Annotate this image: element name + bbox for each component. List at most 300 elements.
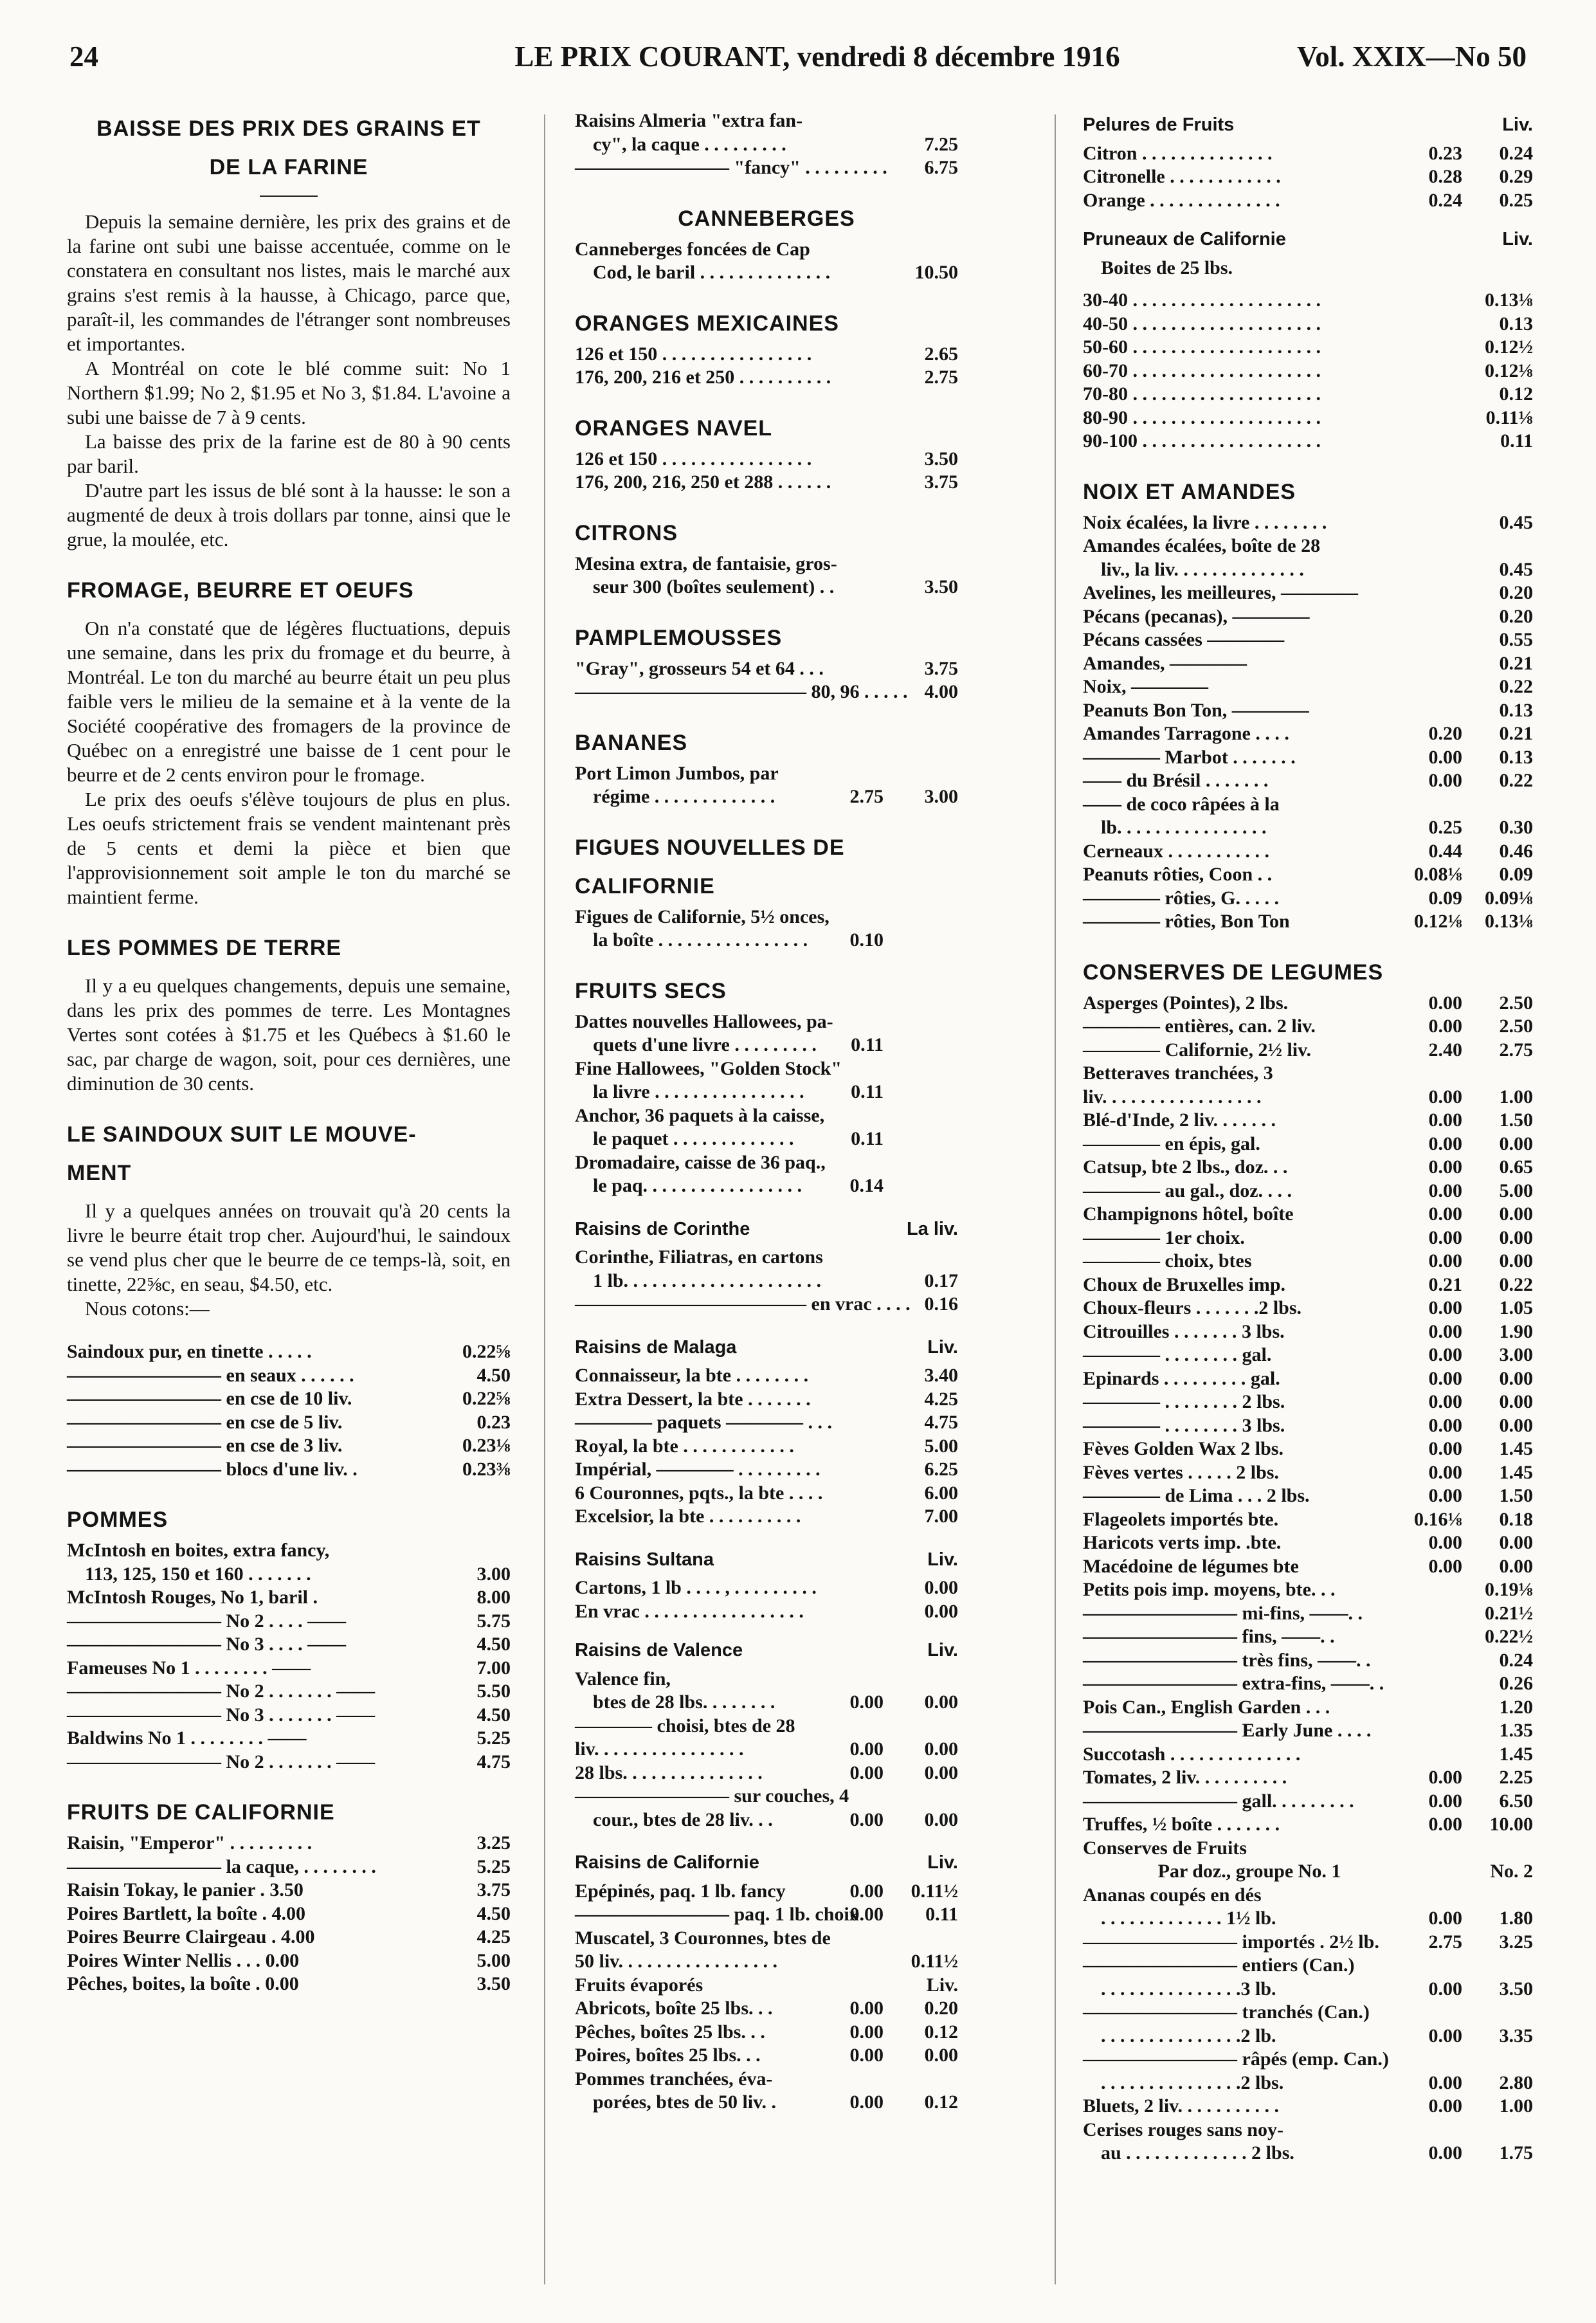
price-row: [575, 1482, 958, 1506]
price-row: [67, 1727, 511, 1751]
price-value-2: 0.12: [924, 2091, 958, 2113]
section-list: [575, 109, 958, 180]
price-value: 0.00: [1428, 1203, 1462, 1225]
price-row: [575, 1411, 958, 1435]
price-value: 0.00: [1428, 2095, 1462, 2117]
price-value: 0.00: [1428, 1297, 1462, 1318]
item-label: ———— en épis, gal.: [1083, 1133, 1260, 1154]
price-value-2: 0.09: [1499, 864, 1533, 885]
price-row: [1083, 1531, 1533, 1555]
price-row: [575, 1364, 958, 1388]
unit-label: Liv.: [1502, 229, 1533, 250]
price-value: 0.00: [1428, 1320, 1462, 1342]
item-label: Bluets, 2 liv. . . . . . . . . . .: [1083, 2095, 1280, 2117]
price-row: [575, 261, 958, 285]
item-label: ———————— "fancy" . . . . . . . . .: [575, 157, 887, 178]
price-value-2: 3.50: [924, 576, 958, 597]
price-value-2: 0.09⅛: [1485, 887, 1533, 909]
price-row: [67, 1633, 511, 1657]
item-label: btes de 28 lbs. . . . . . . .: [593, 1691, 775, 1713]
unit-label: Liv.: [927, 1852, 958, 1873]
price-value: 5.50: [476, 1681, 511, 1702]
item-label: Cartons, 1 lb . . . . , . . . . . . . . .: [575, 1577, 817, 1598]
price-value-2: 2.25: [1499, 1767, 1533, 1788]
price-value: 0.00: [1428, 1532, 1462, 1553]
price-row: [575, 1388, 958, 1412]
price-value-2: 3.00: [924, 786, 958, 807]
price-row: [575, 1010, 958, 1034]
price-value: 0.00: [1428, 1767, 1462, 1788]
price-row: [1083, 1180, 1533, 1203]
price-row: [575, 1246, 958, 1270]
item-label: Noix écalées, la livre . . . . . . . .: [1083, 511, 1327, 533]
item-label: ———————— en cse de 5 liv.: [67, 1411, 343, 1433]
section-section: [67, 1500, 511, 1774]
item-label: Par doz., groupe No. 1: [1157, 1861, 1341, 1882]
price-row: [67, 1751, 511, 1774]
article-paragraph: La baisse des prix de la farine est de 80 à 90 cents par baril.: [67, 430, 511, 477]
price-row: [575, 762, 958, 786]
item-label: Fèves Golden Wax 2 lbs.: [1083, 1438, 1283, 1459]
section-heading: CONSERVES DE LEGUMES: [1083, 960, 1384, 985]
price-row: [1083, 1508, 1533, 1532]
price-row: [1083, 887, 1533, 911]
item-label: Asperges (Pointes), 2 lbs.: [1083, 992, 1289, 1014]
price-value-2: 0.00: [924, 1600, 958, 1622]
price-row: [1083, 1813, 1533, 1837]
price-value: 0.00: [1428, 746, 1462, 768]
price-value-2: 5.00: [924, 1435, 958, 1457]
price-row: [1083, 360, 1533, 383]
price-value-2: 0.13: [1499, 313, 1533, 334]
price-value-2: 1.20: [1499, 1696, 1533, 1718]
price-value-2: 0.00: [1499, 1367, 1533, 1389]
item-label: ———————— Early June . . . .: [1083, 1720, 1372, 1741]
item-label: Impérial, ———— . . . . . . . . .: [575, 1459, 821, 1480]
price-row: [1083, 652, 1533, 676]
price-value: 4.75: [476, 1751, 511, 1772]
price-value-2: 10.00: [1489, 1814, 1533, 1835]
price-value: 0.00: [1428, 1156, 1462, 1178]
article-heading: DE LA FARINE: [209, 155, 368, 179]
price-row: [1083, 1766, 1533, 1790]
section-section: [575, 304, 958, 390]
price-value-2: 0.22: [1499, 770, 1533, 791]
price-row: [67, 1879, 511, 1902]
item-label: ———— entières, can. 2 liv.: [1083, 1016, 1316, 1037]
price-value-2: 3.00: [1499, 1344, 1533, 1365]
price-row: [1083, 1625, 1533, 1649]
price-row: [1083, 142, 1533, 166]
price-value-2: 0.21: [1499, 652, 1533, 674]
price-row: [1083, 1884, 1533, 1908]
price-value-2: 6.75: [924, 157, 958, 178]
price-value-2: 7.25: [924, 133, 958, 155]
section-heading: CITRONS: [575, 520, 678, 545]
section-heading: ORANGES MEXICAINES: [575, 311, 839, 336]
price-value: 0.12⅛: [1414, 911, 1462, 932]
price-row: [575, 1691, 958, 1715]
item-label: Pécans cassées ————: [1083, 629, 1285, 650]
item-label: Dromadaire, caisse de 36 paq.,: [575, 1151, 826, 1173]
item-label: le paquet . . . . . . . . . . . . .: [593, 1128, 794, 1149]
price-value: 0.00: [1428, 1109, 1462, 1131]
item-label: Valence fin,: [575, 1668, 671, 1690]
section-heading: FIGUES NOUVELLES DE: [575, 835, 845, 860]
price-value-2: 1.80: [1499, 1908, 1533, 1929]
price-value: 0.00: [1428, 1978, 1462, 2000]
price-value: 0.00: [1428, 1461, 1462, 1483]
price-row: [1083, 1297, 1533, 1320]
price-value: 4.25: [476, 1926, 511, 1947]
item-label: Petits pois imp. moyens, bte. . .: [1083, 1579, 1336, 1600]
price-value: 7.00: [476, 1657, 511, 1679]
price-value: 0.00: [1428, 1250, 1462, 1271]
price-value-2: 3.25: [1499, 1931, 1533, 1953]
price-value-2: 0.20: [1499, 605, 1533, 627]
section-article: [67, 1115, 511, 1321]
section-heading: BANANES: [575, 730, 688, 755]
price-value: 0.00: [849, 2021, 884, 2043]
price-value-2: 6.50: [1499, 1790, 1533, 1812]
price-row: [575, 343, 958, 367]
item-label: la livre . . . . . . . . . . . . . . . .: [593, 1081, 804, 1102]
price-row: [1083, 605, 1533, 629]
section-section: [575, 409, 958, 495]
page-number: 24: [69, 41, 98, 73]
price-row: [1083, 313, 1533, 336]
price-row: [67, 1586, 511, 1610]
item-label: Epépinés, paq. 1 lb. fancy: [575, 1880, 786, 1902]
section-section: [575, 724, 958, 809]
article-heading: FROMAGE, BEURRE ET OEUFS: [67, 578, 414, 603]
price-row: [575, 552, 958, 576]
price-value-2: 0.25: [1499, 189, 1533, 211]
price-value: 0.21: [1428, 1273, 1462, 1295]
price-value: 0.09: [1428, 887, 1462, 909]
price-row: [1083, 746, 1533, 770]
price-value-2: 2.50: [1499, 992, 1533, 1014]
price-value: 0.00: [849, 1998, 884, 2019]
price-value-2: 3.40: [924, 1365, 958, 1386]
item-label: . . . . . . . . . . . . . . .2 lbs.: [1101, 2072, 1284, 2093]
price-value: 2.40: [1428, 1039, 1462, 1061]
item-label: 6 Couronnes, pqts., la bte . . . .: [575, 1482, 823, 1504]
price-value: 0.00: [849, 1738, 884, 1760]
item-label: Baldwins No 1 . . . . . . . . ——: [67, 1727, 307, 1749]
item-label: Poires Winter Nellis . . . 0.00: [67, 1949, 300, 1971]
price-value: 5.75: [476, 1610, 511, 1632]
price-value-2: 6.25: [924, 1459, 958, 1480]
item-label: 50 liv. . . . . . . . . . . . . . . . .: [575, 1951, 778, 1972]
price-value: 0.00: [1428, 770, 1462, 791]
article-heading: MENT: [67, 1161, 132, 1185]
price-row: [67, 1704, 511, 1727]
price-row: [1083, 863, 1533, 887]
price-row: [67, 1610, 511, 1634]
price-value-2: 0.22: [1499, 676, 1533, 697]
item-label: ———— 1er choix.: [1083, 1226, 1245, 1248]
item-label: 126 et 150 . . . . . . . . . . . . . . . .: [575, 448, 812, 469]
price-value-2: 4.00: [924, 681, 958, 702]
price-value-2: 0.29: [1499, 166, 1533, 187]
price-row: [575, 1270, 958, 1293]
item-label: Fameuses No 1 . . . . . . . . ——: [67, 1657, 311, 1679]
item-label: ———— rôties, G. . . . .: [1083, 887, 1279, 909]
price-row: [1083, 1414, 1533, 1438]
price-row: [1083, 1602, 1533, 1626]
price-row: [1083, 430, 1533, 453]
price-value: 4.50: [476, 1364, 511, 1386]
section-heading: NOIX ET AMANDES: [1083, 479, 1296, 504]
price-row: [1083, 1743, 1533, 1767]
price-value-2: 0.00: [924, 1808, 958, 1830]
section-article: [67, 571, 511, 909]
price-row: [1083, 1578, 1533, 1602]
price-row: [1083, 1156, 1533, 1180]
item-label: liv. . . . . . . . . . . . . . . . .: [1083, 1086, 1262, 1107]
price-row: [67, 1972, 511, 1996]
item-label: 90-100 . . . . . . . . . . . . . . . . . . .: [1083, 430, 1321, 451]
price-value: 0.00: [1428, 1391, 1462, 1412]
price-value: 0.24: [1428, 189, 1462, 211]
item-label: Fruits évaporés: [575, 1974, 703, 1996]
price-row: [67, 1411, 511, 1435]
item-label: Raisin, "Emperor" . . . . . . . . .: [67, 1832, 313, 1854]
item-label: ———————— No 2 . . . . . . . ——: [67, 1751, 376, 1772]
item-label: —— du Brésil . . . . . . .: [1083, 770, 1269, 791]
item-label: ———— rôties, Bon Ton: [1083, 911, 1290, 932]
price-row: [575, 471, 958, 495]
page-title: LE PRIX COURANT, vendredi 8 décembre 1916: [514, 41, 1120, 73]
price-value: 5.25: [476, 1855, 511, 1877]
item-label: régime . . . . . . . . . . . . .: [593, 786, 775, 807]
price-row: [575, 1080, 958, 1104]
item-label: Citrouilles . . . . . . . 3 lbs.: [1083, 1320, 1285, 1342]
price-row: [575, 1927, 958, 1951]
price-value: 0.08⅛: [1414, 864, 1462, 885]
item-label: ———————— extra-fins, ——. .: [1083, 1673, 1384, 1694]
item-label: Champignons hôtel, boîte: [1083, 1203, 1294, 1225]
item-label: ———— de Lima . . . 2 lbs.: [1083, 1485, 1310, 1506]
price-row: [575, 657, 958, 681]
item-label: McIntosh Rouges, No 1, baril .: [67, 1587, 318, 1608]
price-value-2: 1.05: [1499, 1297, 1533, 1318]
price-row: [1083, 1555, 1533, 1579]
column-right: [1083, 109, 1533, 2297]
price-value-2: 0.24: [1499, 1649, 1533, 1671]
section-list: [67, 1340, 511, 1481]
price-row: [1083, 2001, 1533, 2025]
section-heading: FRUITS DE CALIFORNIE: [67, 1800, 335, 1825]
price-value: 0.00: [1428, 1016, 1462, 1037]
section-heading: [575, 1851, 958, 1875]
price-row: [575, 109, 958, 133]
section-heading-text: Pelures de Fruits: [1083, 114, 1235, 135]
item-label: Noix, ————: [1083, 676, 1208, 697]
item-label: ———— choisi, btes de 28: [575, 1715, 795, 1736]
price-value-2: 0.12½: [1485, 336, 1533, 358]
price-value-2: 0.00: [924, 1577, 958, 1598]
item-label: ———————————— 80, 96 . . . . .: [575, 681, 908, 702]
price-row: [575, 1174, 958, 1198]
section-section: [575, 1851, 958, 2115]
price-row: [575, 238, 958, 262]
price-row: [1083, 1250, 1533, 1273]
item-label: Choux-fleurs . . . . . . .2 lbs.: [1083, 1297, 1302, 1318]
item-label: Choux de Bruxelles imp.: [1083, 1273, 1286, 1295]
price-value-2: 10.50: [914, 262, 958, 283]
price-value-2: 0.21: [1499, 723, 1533, 744]
price-row: [1083, 1790, 1533, 1814]
price-row: [575, 1293, 958, 1316]
item-label: ———— . . . . . . . . 2 lbs.: [1083, 1391, 1285, 1412]
price-value-2: 1.45: [1499, 1461, 1533, 1483]
item-label: 60-70 . . . . . . . . . . . . . . . . . . . .: [1083, 360, 1321, 381]
article-heading: LE SAINDOUX SUIT LE MOUVE-: [67, 1122, 417, 1147]
price-value: 0.23⅛: [462, 1435, 511, 1456]
price-value: 0.11: [851, 1081, 884, 1102]
item-label: ———————— importés . 2½ lb.: [1083, 1931, 1379, 1953]
price-value: 0.22⅝: [462, 1341, 511, 1362]
page-header: [69, 40, 1527, 91]
price-value: 3.75: [476, 1879, 511, 1900]
item-label: Excelsior, la bte . . . . . . . . . .: [575, 1506, 801, 1527]
price-value: 0.28: [1428, 166, 1462, 187]
price-row: [1083, 1367, 1533, 1391]
price-value: 5.25: [476, 1727, 511, 1749]
item-label: ———————— sur couches, 4: [575, 1785, 849, 1807]
price-row: [1083, 2142, 1533, 2165]
item-label: Saindoux pur, en tinette . . . . .: [67, 1341, 312, 1362]
price-value: 0.44: [1428, 840, 1462, 862]
item-label: ———— paquets ———— . . .: [575, 1412, 833, 1433]
price-row: [1083, 1133, 1533, 1156]
item-label: ———— Marbot . . . . . . .: [1083, 746, 1296, 768]
price-value: 0.14: [849, 1175, 884, 1196]
unit-label: La liv.: [906, 1218, 958, 1239]
section-heading: ORANGES NAVEL: [575, 415, 773, 441]
price-row: [575, 2021, 958, 2045]
price-value-2: 0.00: [924, 2045, 958, 2066]
price-row: [1083, 992, 1533, 1016]
price-value-2: 1.00: [1499, 1086, 1533, 1107]
price-value-2: 0.12: [924, 2021, 958, 2043]
price-row: [1083, 1837, 1533, 1861]
price-row: [1083, 1344, 1533, 1367]
item-label: Raisin Tokay, le panier . 3.50: [67, 1879, 304, 1900]
price-value: 0.00: [1428, 1086, 1462, 1107]
item-label: 1 lb. . . . . . . . . . . . . . . . . . . . .: [593, 1270, 822, 1291]
item-label: Haricots verts imp. .bte.: [1083, 1532, 1282, 1553]
price-row-continuation: Boites de 25 lbs.: [1101, 257, 1233, 278]
price-value-2: 0.00: [1499, 1226, 1533, 1248]
price-value: 0.00: [1428, 2142, 1462, 2164]
price-value: 3.00: [476, 1563, 511, 1585]
item-label: Amandes Tarragone . . . .: [1083, 723, 1289, 744]
item-label: ———————— en cse de 3 liv.: [67, 1435, 343, 1456]
price-value: 0.00: [1428, 2025, 1462, 2046]
price-row: [1083, 511, 1533, 535]
article-paragraph: Le prix des oeufs s'élève toujours de plus en plus. Les oeufs strictement frais se vendent maintenant près de 5 cents et demi la pièce et bien que l'approvisionnement soit ample le ton du marché se maintient ferme.: [67, 788, 511, 908]
price-row: [1083, 1437, 1533, 1461]
item-label: 50-60 . . . . . . . . . . . . . . . . . . . .: [1083, 336, 1321, 358]
price-row: [575, 448, 958, 471]
item-label: . . . . . . . . . . . . . . .2 lb.: [1101, 2025, 1276, 2046]
price-row: [1083, 534, 1533, 558]
price-value: 0.23: [1428, 142, 1462, 164]
item-label: Corinthe, Filiatras, en cartons: [575, 1246, 823, 1268]
price-row: [67, 1364, 511, 1388]
price-row: [575, 1974, 958, 1998]
price-value: 0.00: [1428, 1344, 1462, 1365]
item-label: Citronelle . . . . . . . . . . . .: [1083, 166, 1281, 187]
price-value-2: 0.13: [1499, 699, 1533, 721]
section-section: [575, 1217, 958, 1316]
heading-rule: [260, 196, 318, 197]
price-value: 4.50: [476, 1634, 511, 1655]
item-label: Dattes nouvelles Hallowees, pa-: [575, 1010, 833, 1032]
item-label: Anchor, 36 paquets à la caisse,: [575, 1104, 825, 1126]
item-label: "Gray", grosseurs 54 et 64 . . .: [575, 657, 824, 679]
price-value-2: 0.13⅛: [1485, 911, 1533, 932]
price-row: [575, 1668, 958, 1691]
article-paragraph: On n'a constaté que de légères fluctuations, depuis une semaine, dans les prix du fromage et du beurre, à Montréal. Le ton du marché au beurre était un peu plus faible vers le milieu de la semaine et à la vente de la Société coopérative des fromagers de la province de Québec on a enregistré une baisse de 1 cent pour le beurre et de 2 cents environ pour le fromage.: [67, 617, 511, 786]
price-row: [575, 1576, 958, 1600]
price-value-2: 0.65: [1499, 1156, 1533, 1178]
price-row: [575, 929, 958, 952]
price-value: 0.00: [849, 2045, 884, 2066]
price-row: [1083, 189, 1533, 213]
item-label: Mesina extra, de fantaisie, gros-: [575, 552, 837, 574]
price-row: [1083, 2072, 1533, 2095]
price-row: [1083, 1461, 1533, 1485]
item-label: Raisins Almeria "extra fan-: [575, 110, 803, 131]
item-label: ———— . . . . . . . . gal.: [1083, 1344, 1272, 1365]
item-label: 30-40 . . . . . . . . . . . . . . . . . . . .: [1083, 289, 1321, 311]
item-label: ———————— entiers (Can.): [1083, 1954, 1355, 1976]
price-row: [575, 1880, 958, 1904]
price-value: 3.50: [476, 1973, 511, 1994]
price-row: [1083, 2095, 1533, 2118]
item-label: Pêches, boîtes 25 lbs. . .: [575, 2021, 765, 2043]
price-value-2: 0.24: [1499, 142, 1533, 164]
price-value: 0.00: [849, 1904, 884, 1925]
article-paragraph: Nous cotons:—: [85, 1297, 210, 1320]
price-row: [1083, 1226, 1533, 1250]
item-label: 126 et 150 . . . . . . . . . . . . . . . .: [575, 343, 812, 365]
item-label: Citron . . . . . . . . . . . . . .: [1083, 142, 1273, 164]
price-value-2: 0.26: [1499, 1673, 1533, 1694]
price-value-2: 5.00: [1499, 1180, 1533, 1201]
price-row: [575, 2068, 958, 2091]
item-label: Figues de Californie, 5½ onces,: [575, 906, 830, 927]
price-value: 0.00: [849, 2091, 884, 2113]
price-row: [1083, 2118, 1533, 2142]
item-label: cour., btes de 28 liv. . .: [593, 1808, 773, 1830]
price-value-2: 0.19⅛: [1485, 1579, 1533, 1600]
price-row: [1083, 289, 1533, 313]
item-label: Extra Dessert, la bte . . . . . . .: [575, 1388, 811, 1410]
price-value: 0.00: [1428, 992, 1462, 1014]
price-value: 0.23: [476, 1411, 511, 1433]
price-value-2: 0.22: [1499, 1273, 1533, 1295]
item-label: ———————— râpés (emp. Can.): [1083, 2048, 1389, 2070]
price-value-2: 0.20: [1499, 582, 1533, 603]
price-row: [67, 1949, 511, 1973]
price-value-2: 0.00: [1499, 1532, 1533, 1553]
item-label: ———————— en cse de 10 liv.: [67, 1388, 352, 1409]
